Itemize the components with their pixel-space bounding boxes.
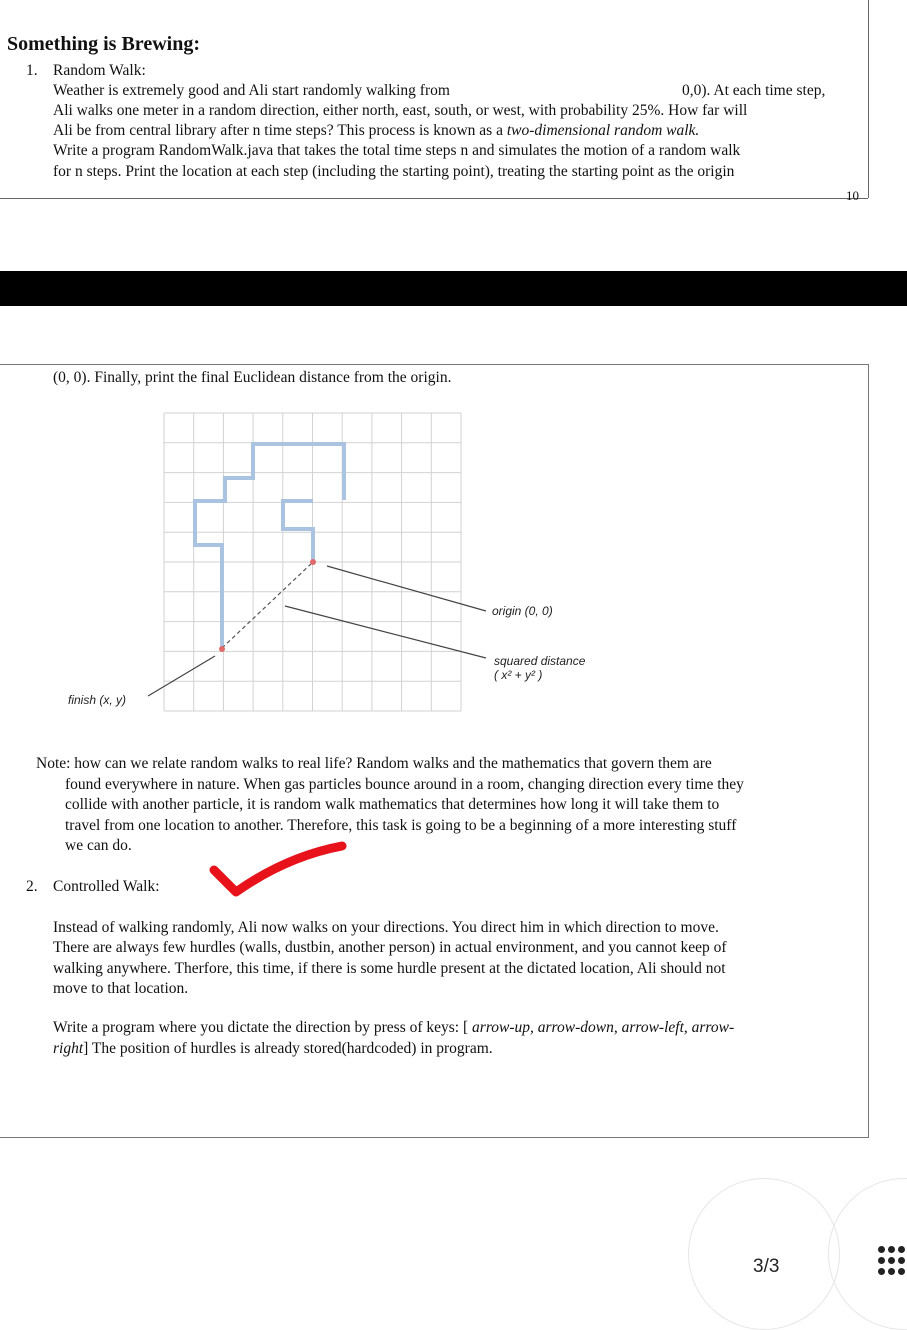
note-line: we can do. [65, 837, 132, 854]
dashed-distance-line [222, 562, 313, 648]
viewer-overlay-circle [688, 1178, 840, 1330]
paragraph-line [53, 1018, 734, 1039]
paragraph-line: Ali walks one meter in a random direction, either north, east, south, or west, with probability 25%. How far will [53, 102, 748, 119]
note-line: found everywhere in nature. When gas particles bounce around in a room, changing direction every time they [65, 776, 744, 793]
note-line: Note: how can we relate random walks to real life? Random walks and the mathematics that govern them are [36, 755, 712, 772]
page-indicator: 3/3 [753, 1256, 780, 1277]
paragraph-line: 0,0). At each time step, [682, 82, 826, 99]
italic-term: two-dimensional random walk. [506, 122, 700, 139]
leader-origin [327, 566, 486, 611]
list-number-1: 1. [26, 62, 38, 79]
margin-mark: 10 [846, 188, 859, 203]
label-origin: origin (0, 0) [492, 604, 553, 618]
paragraph-line: Instead of walking randomly, Ali now walks on your directions. You direct him in which direction to move. [53, 919, 719, 936]
more-options-icon[interactable] [876, 1244, 906, 1280]
finish-marker [219, 646, 225, 652]
label-squared-distance: squared distance [494, 654, 586, 668]
continuation-line: (0, 0). Finally, print the final Euclidean distance from the origin. [53, 369, 452, 386]
paragraph-line: There are always few hurdles (walls, dustbin, another person) in actual environment, and you cannot keep of [53, 939, 727, 956]
paragraph-line [53, 1039, 493, 1060]
note-line: travel from one location to another. Therefore, this task is going to be a beginning of a more interesting stuff [65, 817, 737, 834]
paragraph-line: for n steps. Print the location at each step (including the starting point), treating the starting point as the origin [53, 163, 735, 180]
list-number-2: 2. [26, 878, 38, 895]
paragraph-text: Write a program where you dictate the direction by press of keys: [ [53, 1019, 473, 1036]
page-border-right [868, 0, 869, 198]
note-line: collide with another particle, it is random walk mathematics that determines how long it will take them to [65, 796, 720, 813]
random-walk-figure [0, 400, 907, 720]
leader-squared [285, 606, 486, 658]
leader-finish [148, 656, 215, 696]
box-bottom-border [0, 1137, 869, 1138]
box-top-border [0, 364, 868, 365]
paragraph-line: walking anywhere. Therfore, this time, if there is some hurdle present at the dictated location, Ali should not [53, 960, 726, 977]
checkmark-icon [200, 838, 360, 908]
item-title-random-walk: Random Walk: [53, 62, 146, 79]
paragraph-line: Write a program RandomWalk.java that takes the total time steps n and simulates the motion of a random walk [53, 142, 741, 159]
paragraph-line: move to that location. [53, 980, 189, 997]
paragraph-text: Ali be from central library after n time steps? This process is known as a [53, 122, 507, 139]
page-divider [0, 198, 868, 199]
paragraph-line [53, 121, 699, 142]
label-formula: ( x² + y² ) [494, 668, 543, 682]
paragraph-line: Weather is extremely good and Ali start randomly walking from [53, 82, 450, 99]
walk-path-right [283, 501, 313, 562]
origin-marker [310, 559, 316, 565]
walk-path-left [195, 444, 344, 648]
page-heading: Something is Brewing: [7, 33, 200, 55]
paragraph-text: ] The position of hurdles is already stored(hardcoded) in program. [83, 1040, 493, 1057]
label-finish: finish (x, y) [68, 693, 127, 707]
item-title-controlled-walk: Controlled Walk: [53, 878, 160, 895]
black-band [0, 271, 907, 306]
italic-keys: right [53, 1040, 84, 1057]
italic-keys: arrow-up, arrow-down, arrow-left, arrow- [472, 1019, 735, 1036]
